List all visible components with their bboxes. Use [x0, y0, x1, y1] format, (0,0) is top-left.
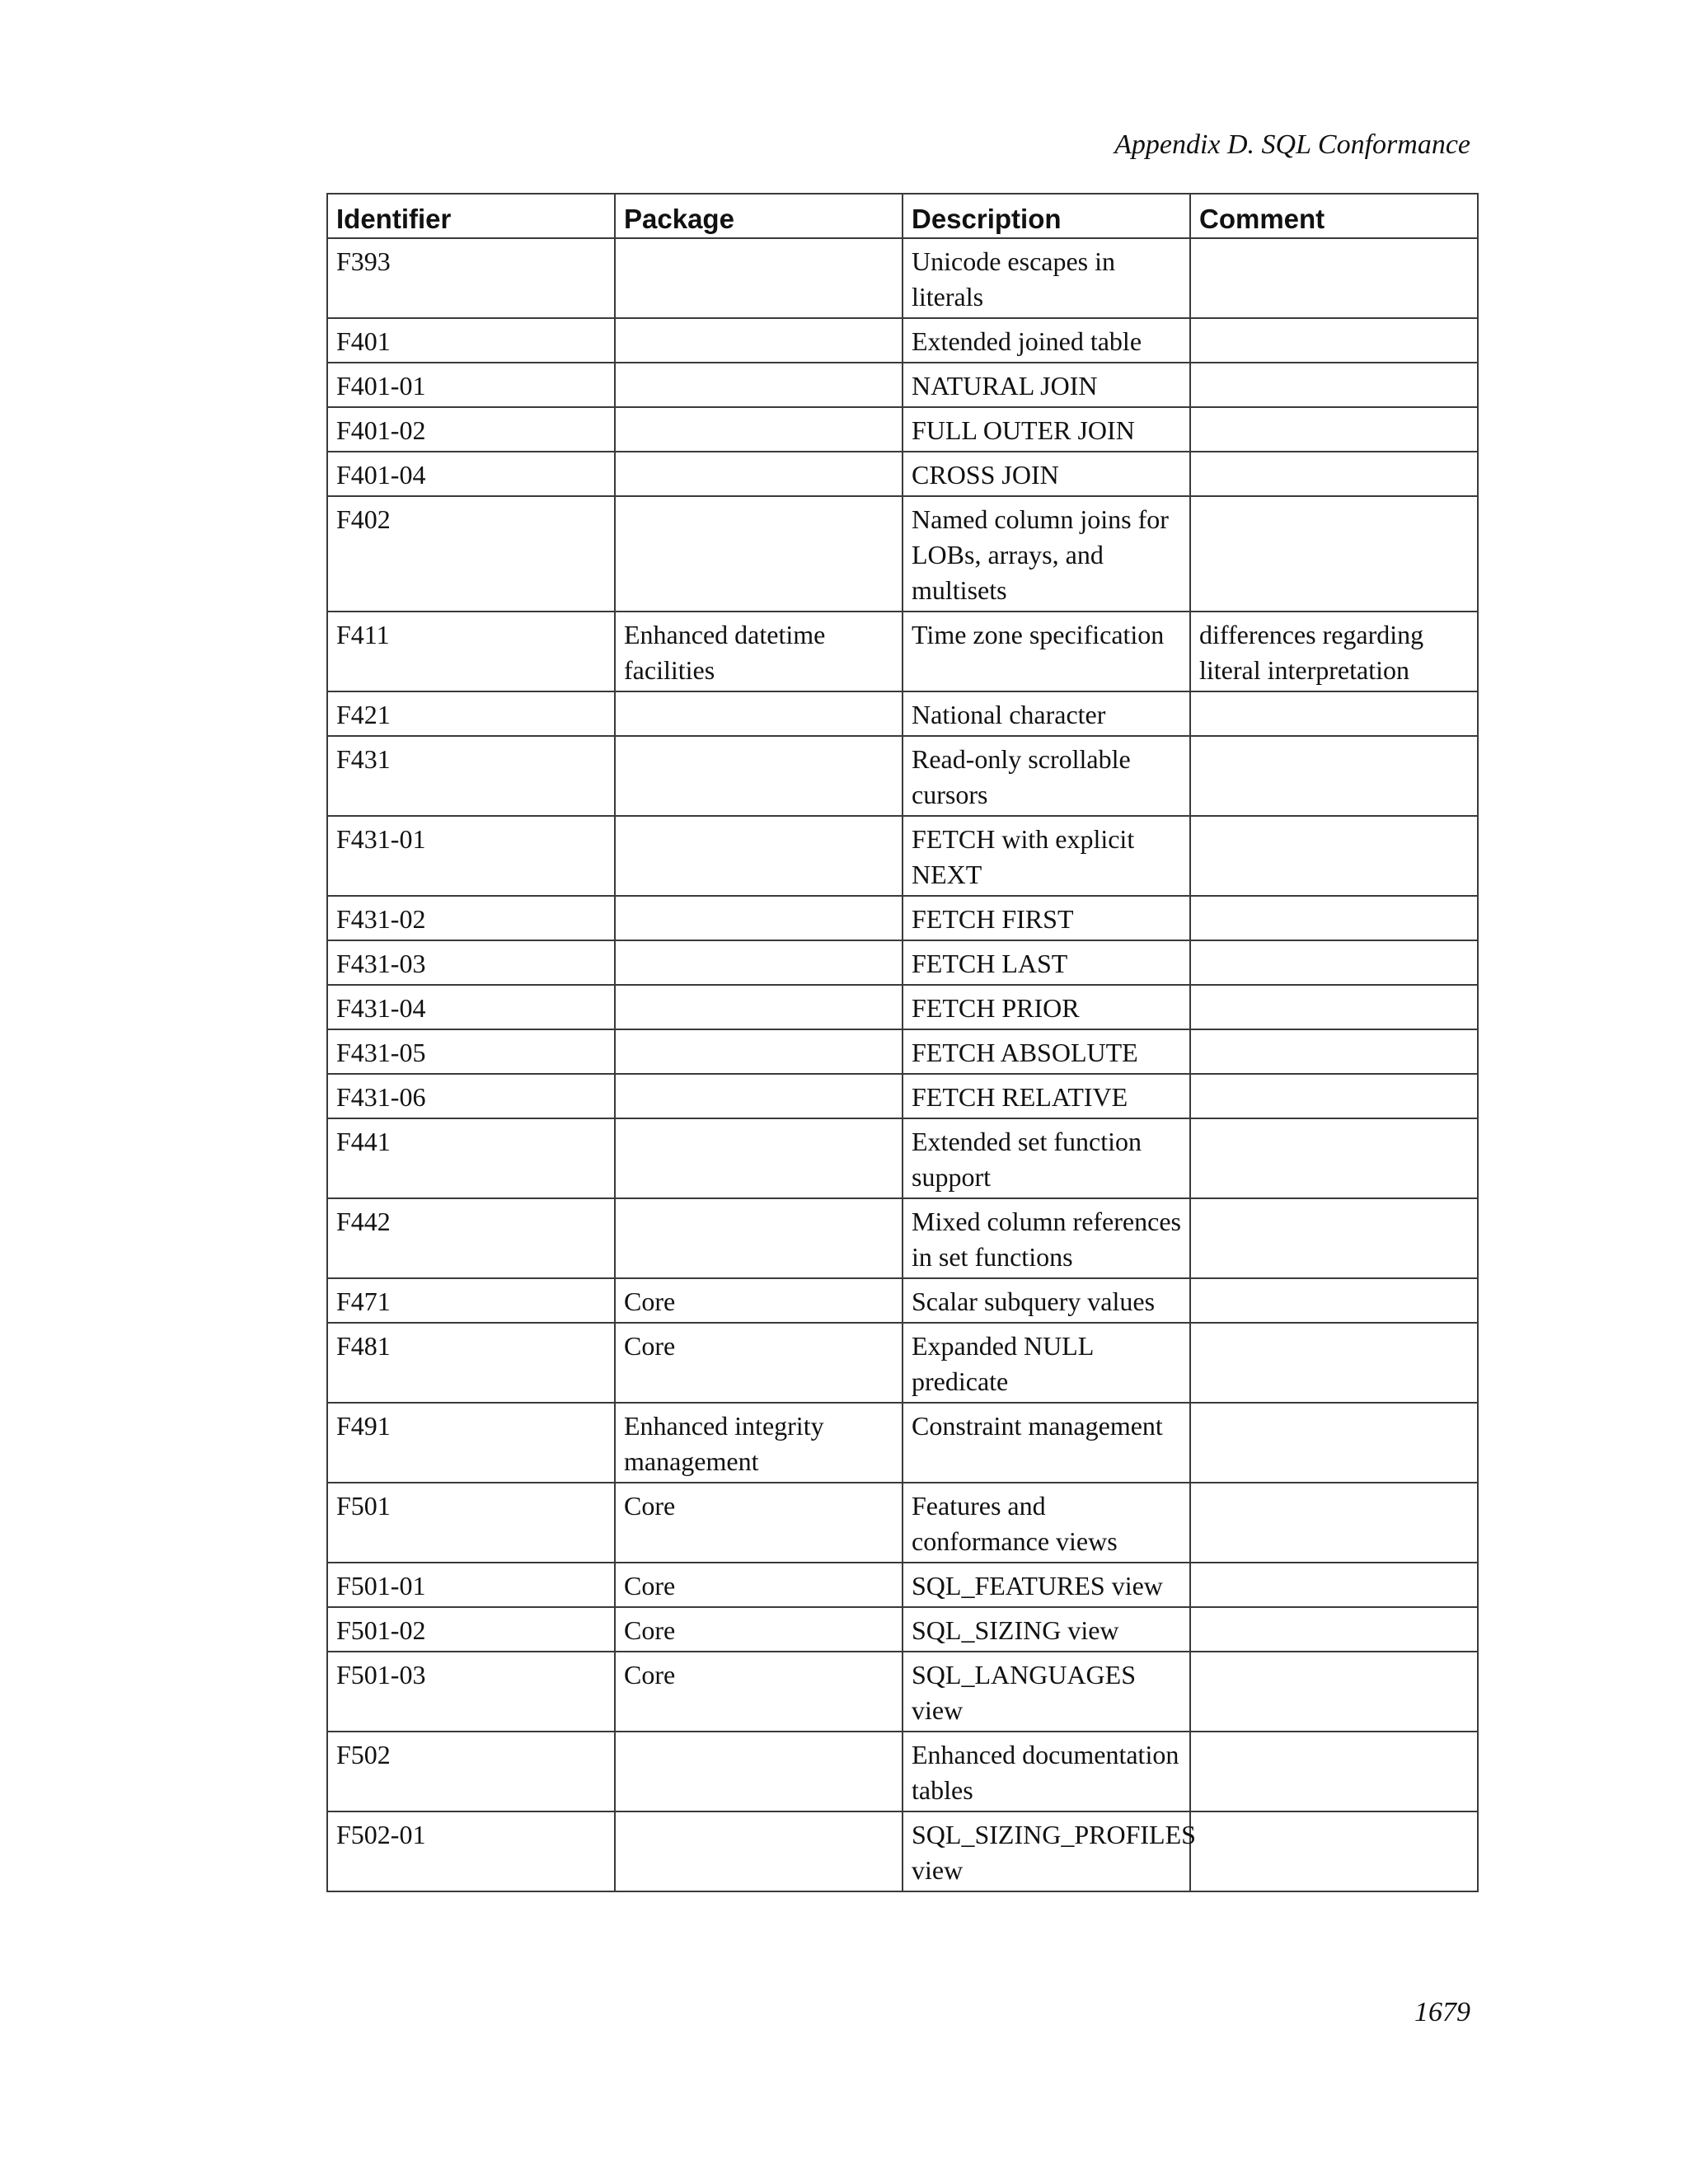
cell-comment	[1190, 1563, 1478, 1607]
table-row	[327, 1607, 1478, 1652]
cell-comment	[1190, 985, 1478, 1029]
cell-package: Enhanced integrity management	[615, 1403, 903, 1483]
cell-description: Constraint management	[903, 1403, 1190, 1483]
table-header	[327, 194, 1478, 238]
table-row	[327, 1118, 1478, 1198]
cell-identifier: F442	[327, 1198, 615, 1278]
cell-package	[615, 363, 903, 407]
cell-description: Expanded NULL predicate	[903, 1323, 1190, 1403]
cell-comment	[1190, 1198, 1478, 1278]
table-row	[327, 1732, 1478, 1811]
cell-identifier: F502	[327, 1732, 615, 1811]
cell-identifier: F441	[327, 1118, 615, 1198]
table-row	[327, 691, 1478, 736]
table-row	[327, 1652, 1478, 1732]
cell-comment	[1190, 1278, 1478, 1323]
cell-package	[615, 1811, 903, 1891]
cell-description: FETCH ABSOLUTE	[903, 1029, 1190, 1074]
cell-identifier: F501-03	[327, 1652, 615, 1732]
conformance-table	[326, 193, 1479, 1892]
table-row	[327, 1323, 1478, 1403]
cell-package	[615, 238, 903, 318]
cell-comment	[1190, 1029, 1478, 1074]
table-row	[327, 612, 1478, 691]
cell-comment	[1190, 1074, 1478, 1118]
cell-comment	[1190, 452, 1478, 496]
cell-identifier: F502-01	[327, 1811, 615, 1891]
cell-identifier: F401-02	[327, 407, 615, 452]
cell-description: Features and conformance views	[903, 1483, 1190, 1563]
cell-identifier: F401	[327, 318, 615, 363]
table-row	[327, 1074, 1478, 1118]
cell-description: CROSS JOIN	[903, 452, 1190, 496]
cell-comment	[1190, 1732, 1478, 1811]
cell-identifier: F501	[327, 1483, 615, 1563]
cell-package	[615, 736, 903, 816]
cell-comment	[1190, 1483, 1478, 1563]
cell-comment: differences regarding literal interpretation	[1190, 612, 1478, 691]
cell-description: FETCH RELATIVE	[903, 1074, 1190, 1118]
cell-description: Extended joined table	[903, 318, 1190, 363]
cell-package	[615, 318, 903, 363]
cell-comment	[1190, 1118, 1478, 1198]
table-row	[327, 1811, 1478, 1891]
cell-identifier: F402	[327, 496, 615, 612]
cell-description: Scalar subquery values	[903, 1278, 1190, 1323]
table-row	[327, 816, 1478, 896]
cell-identifier: F431-06	[327, 1074, 615, 1118]
cell-package	[615, 691, 903, 736]
cell-package	[615, 940, 903, 985]
cell-comment	[1190, 407, 1478, 452]
cell-package	[615, 1198, 903, 1278]
cell-comment	[1190, 1403, 1478, 1483]
cell-package	[615, 1118, 903, 1198]
cell-package: Core	[615, 1483, 903, 1563]
column-header-comment: Comment	[1190, 194, 1478, 238]
cell-package: Core	[615, 1563, 903, 1607]
table-row	[327, 318, 1478, 363]
cell-description: FETCH PRIOR	[903, 985, 1190, 1029]
cell-package: Core	[615, 1323, 903, 1403]
cell-comment	[1190, 816, 1478, 896]
cell-package	[615, 407, 903, 452]
cell-package	[615, 1074, 903, 1118]
cell-identifier: F393	[327, 238, 615, 318]
table-row	[327, 1198, 1478, 1278]
cell-description: Enhanced documentation tables	[903, 1732, 1190, 1811]
table-row	[327, 496, 1478, 612]
cell-identifier: F491	[327, 1403, 615, 1483]
table-row	[327, 238, 1478, 318]
table-row	[327, 985, 1478, 1029]
cell-package	[615, 896, 903, 940]
cell-comment	[1190, 691, 1478, 736]
cell-comment	[1190, 363, 1478, 407]
cell-identifier: F481	[327, 1323, 615, 1403]
cell-identifier: F401-01	[327, 363, 615, 407]
table-row	[327, 940, 1478, 985]
cell-comment	[1190, 1652, 1478, 1732]
cell-package	[615, 496, 903, 612]
cell-description: Read-only scrollable cursors	[903, 736, 1190, 816]
cell-description: SQL_LANGUAGES view	[903, 1652, 1190, 1732]
cell-identifier: F471	[327, 1278, 615, 1323]
cell-comment	[1190, 318, 1478, 363]
table-row	[327, 736, 1478, 816]
cell-identifier: F401-04	[327, 452, 615, 496]
table-row	[327, 896, 1478, 940]
cell-comment	[1190, 1607, 1478, 1652]
cell-package	[615, 816, 903, 896]
cell-comment	[1190, 496, 1478, 612]
cell-description: NATURAL JOIN	[903, 363, 1190, 407]
cell-description: Extended set function support	[903, 1118, 1190, 1198]
cell-package	[615, 1029, 903, 1074]
table-row	[327, 363, 1478, 407]
cell-identifier: F411	[327, 612, 615, 691]
cell-package: Core	[615, 1607, 903, 1652]
cell-description: SQL_FEATURES view	[903, 1563, 1190, 1607]
cell-identifier: F431-05	[327, 1029, 615, 1074]
cell-identifier: F431-04	[327, 985, 615, 1029]
page-number: 1679	[1414, 1997, 1470, 2027]
cell-description: FETCH LAST	[903, 940, 1190, 985]
cell-comment	[1190, 736, 1478, 816]
cell-package: Enhanced datetime facilities	[615, 612, 903, 691]
cell-description: Unicode escapes in literals	[903, 238, 1190, 318]
overflowing-token: SQL_SIZING_PROFILES	[912, 1820, 1196, 1849]
cell-description: FULL OUTER JOIN	[903, 407, 1190, 452]
header-row	[327, 194, 1478, 238]
cell-comment	[1190, 940, 1478, 985]
cell-package	[615, 985, 903, 1029]
table-row	[327, 407, 1478, 452]
cell-package	[615, 452, 903, 496]
cell-description: FETCH FIRST	[903, 896, 1190, 940]
cell-package: Core	[615, 1652, 903, 1732]
cell-description: National character	[903, 691, 1190, 736]
cell-comment	[1190, 1323, 1478, 1403]
table-body	[327, 238, 1478, 1891]
cell-description: SQL_SIZING_PROFILES view	[903, 1811, 1190, 1891]
table-row	[327, 1403, 1478, 1483]
cell-identifier: F501-02	[327, 1607, 615, 1652]
table-row	[327, 1563, 1478, 1607]
column-header-identifier: Identifier	[327, 194, 615, 238]
column-header-description: Description	[903, 194, 1190, 238]
column-header-package: Package	[615, 194, 903, 238]
cell-description: SQL_SIZING view	[903, 1607, 1190, 1652]
cell-identifier: F501-01	[327, 1563, 615, 1607]
cell-description: Named column joins for LOBs, arrays, and multisets	[903, 496, 1190, 612]
table-row	[327, 1278, 1478, 1323]
cell-description: Mixed column references in set functions	[903, 1198, 1190, 1278]
cell-identifier: F431-03	[327, 940, 615, 985]
cell-description: Time zone specification	[903, 612, 1190, 691]
cell-identifier: F421	[327, 691, 615, 736]
cell-comment	[1190, 1811, 1478, 1891]
running-header: Appendix D. SQL Conformance	[1114, 129, 1470, 160]
cell-identifier: F431-02	[327, 896, 615, 940]
cell-package: Core	[615, 1278, 903, 1323]
cell-comment	[1190, 896, 1478, 940]
cell-package	[615, 1732, 903, 1811]
table-row	[327, 452, 1478, 496]
table-row	[327, 1029, 1478, 1074]
cell-identifier: F431-01	[327, 816, 615, 896]
cell-description: FETCH with explicit NEXT	[903, 816, 1190, 896]
table-row	[327, 1483, 1478, 1563]
cell-comment	[1190, 238, 1478, 318]
cell-identifier: F431	[327, 736, 615, 816]
